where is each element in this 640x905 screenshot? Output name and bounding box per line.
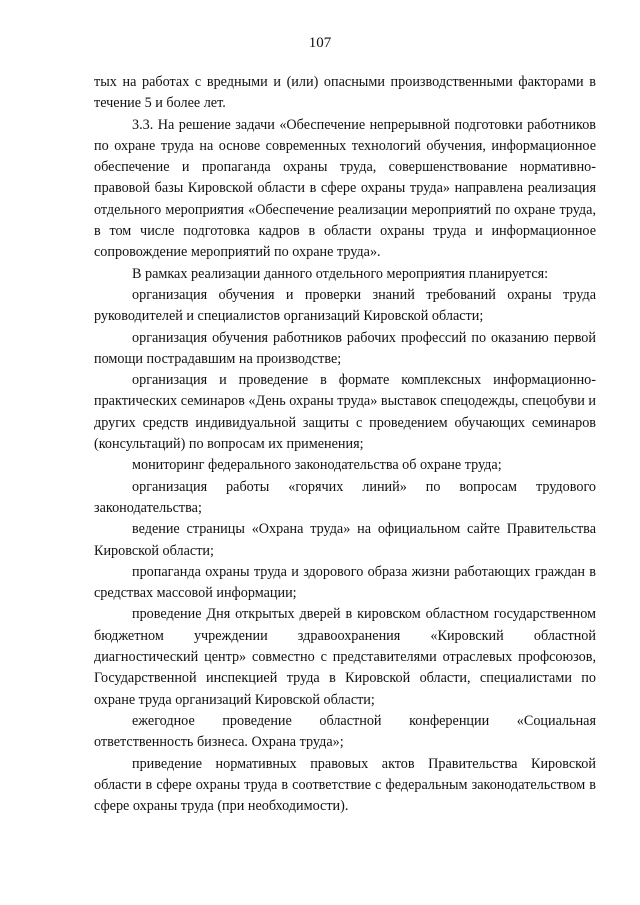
list-item-first-aid-training: организация обучения работников рабочих профессий по оказанию первой помощи пострадавшим на производстве; xyxy=(94,329,596,367)
page-number: 107 xyxy=(308,35,332,51)
list-item-legal-acts-alignment: приведение нормативных правовых актов Правительства Кировской области в сфере охраны труда в соответствие с федеральным законодательством в сфере охраны труда (при необходимости). xyxy=(94,755,596,815)
paragraph-planned-intro: В рамках реализации данного отдельного мероприятия планируется: xyxy=(132,265,549,282)
list-item-seminars: организация и проведение в формате комплексных информационно-практических семинаров «День охраны труда» выставок спецодежды, спецобуви и других средств индивидуальной защиты с проведением обучающих семинаров (консультаций) по вопросам их применения; xyxy=(94,372,596,453)
list-item-legislation-monitoring: мониторинг федерального законодательства об охране труда; xyxy=(132,457,502,474)
list-item-website-page: ведение страницы «Охрана труда» на официальном сайте Правительства Кировской области; xyxy=(94,521,596,559)
list-item-training-managers: организация обучения и проверки знаний требований охраны труда руководителей и специалистов организаций Кировской области; xyxy=(94,286,596,325)
paragraph-section-3-3: 3.3. На решение задачи «Обеспечение непрерывной подготовки работников по охране труда на основе современных технологий обучения, информационное обеспечение и пропаганда охраны труда, совершенствование нормативно-правовой базы Кировской области в сфере охраны труда» направлена реализация отдельного мероприятия «Обеспечение реализации мероприятий по охране труда, в том числе подготовка кадров в области охраны труда и информационное сопровождение мероприятий по охране труда». xyxy=(94,116,596,261)
list-item-open-doors-day: проведение Дня открытых дверей в кировском областном государственном бюджетном учреждении здравоохранения «Кировский областной диагностический центр» совместно с представителями отраслевых профсоюзов, Государственной инспекцией труда в Кировской области, специалистами по охране труда организаций Кировской области; xyxy=(94,606,596,708)
list-item-annual-conference: ежегодное проведение областной конференции «Социальная ответственность бизнеса. Охрана труда»; xyxy=(94,712,596,751)
list-item-media-promotion: пропаганда охраны труда и здорового образа жизни работающих граждан в средствах массовой информации; xyxy=(94,563,596,602)
document-body xyxy=(94,72,596,817)
paragraph-continuation: тых на работах с вредными и (или) опасными производственными факторами в течение 5 и более лет. xyxy=(94,74,596,112)
list-item-hotlines: организация работы «горячих линий» по вопросам трудового законодательства; xyxy=(94,478,596,516)
